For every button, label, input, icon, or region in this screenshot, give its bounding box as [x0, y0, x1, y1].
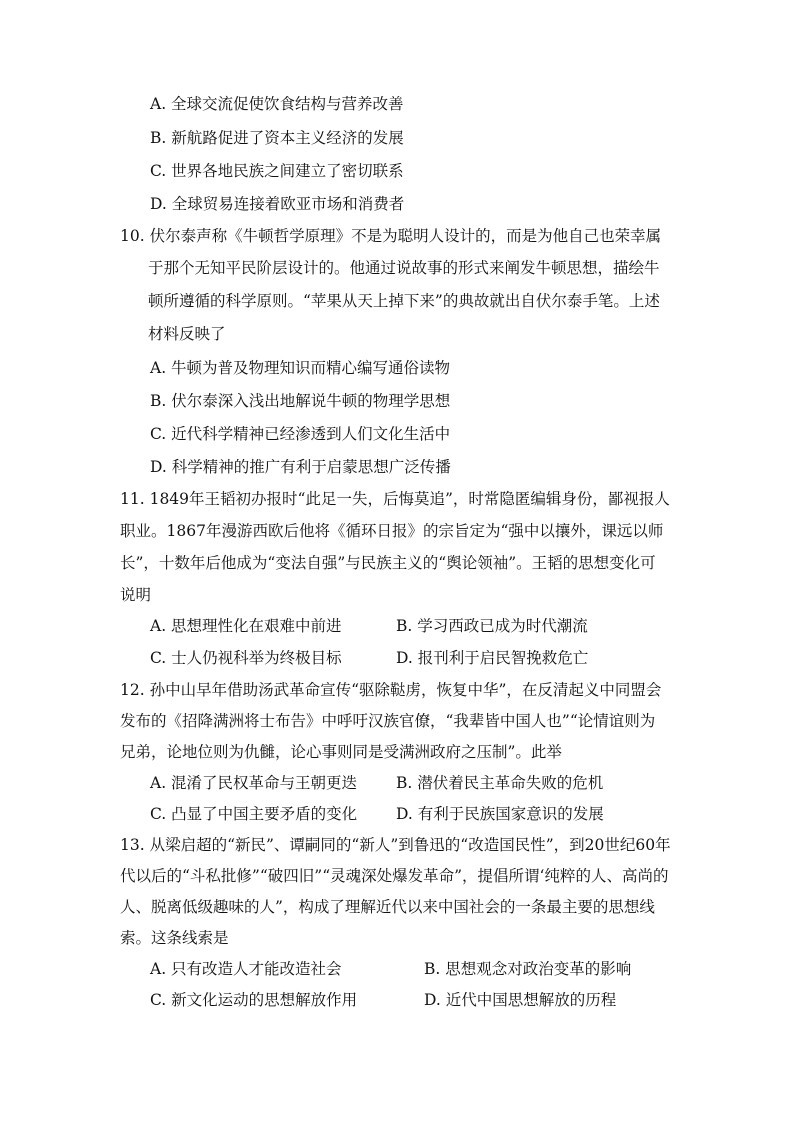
q11-option-a: A. 思想理性化在艰难中前进 — [150, 617, 342, 635]
q12-option-a: A. 混淆了民权革命与王朝更迭 — [150, 774, 358, 792]
q13-option-d: D. 近代中国思想解放的历程 — [424, 991, 617, 1009]
q11-option-c: C. 士人仍视科举为终极目标 — [150, 649, 342, 667]
q13-option-a: A. 只有改造人才能改造社会 — [150, 960, 342, 978]
q11-option-d: D. 报刊利于启民智挽救危亡 — [396, 649, 589, 667]
q12-option-c: C. 凸显了中国主要矛盾的变化 — [150, 805, 358, 823]
q13-option-b: B. 思想观念对政治变革的影响 — [424, 960, 632, 978]
exam-page: A. 全球交流促使饮食结构与营养改善 B. 新航路促进了资本主义经济的发展 C. 世界各地民族之间建立了密切联系 D. 全球贸易连接着欧亚市场和消费者 10. 伏尔泰声称《牛顿哲学原理》不是为聪明人设计的，而是为他自己也荣幸属 于那个无知平民阶层设计的。他通过说故事的形式来阐发牛顿思想，描绘牛 顿所遵循的科学原则。“苹果从天上掉下来”的典故就出自伏尔泰手笔。上述 材料反映了 A. 牛顿为普及物理知识而精心编写通俗读物 B. 伏尔泰深入浅出地解说牛顿的物理学思想 C. 近代科学精神已经渗透到人们文化生活中 D. 科学精神的推广有利于启蒙思想广泛传播 11. 1849年王韬初办报时“此足一失，后悔莫追”，时常隐匿编辑身份，鄙视报人 职业。1867年漫游西欧后他将《循环日报》的宗旨定为“强中以攘外，课远以师 长”，十数年后他成为“变法自强”与民族主义的“舆论领袖”。王韬的思想变化可 说明 A. 思想理性化在艰难中前进 B. 学习西政已成为时代潮流 C. 士人仍视科举为终极目标 D. 报刊利于启民智挽救危亡 12. 孙中山早年借助汤武革命宣传“驱除鞑虏，恢复中华”，在反清起义中同盟会 发布的《招降满洲将士布告》中呼吁汉族官僚，“我辈皆中国人也”“论情谊则为 兄弟，论地位则为仇雠，论心事则同是受满洲政府之压制”。此举 A. 混淆了民权革命与王朝更迭 B. 潜伏着民主革命失败的危机 C. 凸显了中国主要矛盾的变化 D. 有利于民族国家意识的发展 13. 从梁启超的“新民”、谭嗣同的“新人”到鲁迅的“改造国民性”，到20世纪60年 代以后的“斗私批修”“破四旧”“灵魂深处爆发革命”，提倡所谓‘纯粹的人、高尚的 人、脱离低级趣味的人”，构成了理解近代以来中国社会的一条最主要的思想线 索。这条线索是 A. 只有改造人才能改造社会 B. 思想观念对政治变革的影响 C. 新文化运动的思想解放作用 D. 近代中国思想解放的历程 — [120, 95, 671, 1009]
q12-option-b: B. 潜伏着民主革命失败的危机 — [396, 774, 604, 792]
q13-option-c: C. 新文化运动的思想解放作用 — [150, 991, 358, 1009]
q12-option-d: D. 有利于民族国家意识的发展 — [396, 805, 604, 823]
q11-option-b: B. 学习西政已成为时代潮流 — [396, 617, 588, 635]
